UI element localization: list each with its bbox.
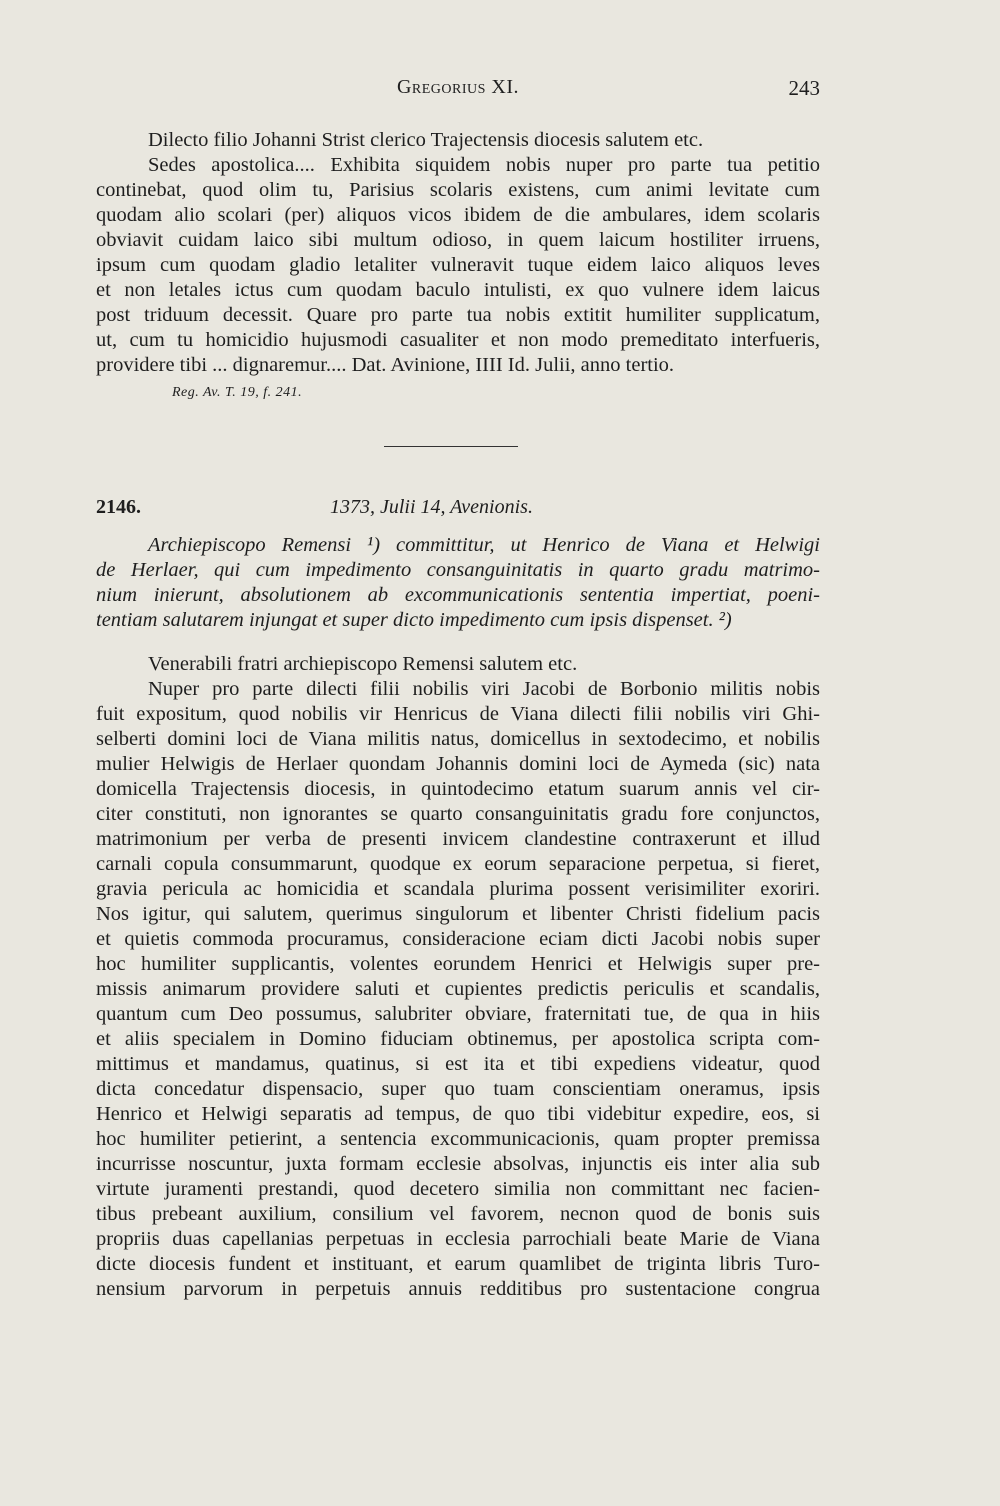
entry-date: 1373, Julii 14, Avenionis.: [330, 496, 533, 518]
text-line: citer constituti, non ignorantes se quarto consanguinitatis gradu fore conjunctos,: [96, 803, 820, 825]
text-line: incurrisse noscuntur, juxta formam ecclesie absolvas, injunctis eis inter alia sub: [96, 1153, 820, 1175]
text-line: mittimus et mandamus, quatinus, si est ita et tibi expediens videatur, quod: [96, 1053, 820, 1075]
text-line: post triduum decessit. Quare pro parte tua nobis extitit humiliter supplicatum,: [96, 304, 820, 326]
text-line: Nuper pro parte dilecti filii nobilis viri Jacobi de Borbonio militis nobis: [148, 678, 820, 700]
text-line: fuit expositum, quod nobilis vir Henricus de Viana dilecti filii nobilis viri Ghi-: [96, 703, 820, 725]
text-line: obviavit cuidam laico sibi multum odioso, in quem laicum hostiliter irruens,: [96, 229, 820, 251]
section-divider: [384, 446, 518, 447]
text-line: missis animarum providere saluti et cupientes predictis periculis et scandalis,: [96, 978, 820, 1000]
text-line: Sedes apostolica.... Exhibita siquidem nobis nuper pro parte tua petitio: [148, 154, 820, 176]
text-line: domicella Trajectensis diocesis, in quintodecimo etatum suarum annis vel cir-: [96, 778, 820, 800]
text-line: mulier Helwigis de Herlaer quondam Johannis domini loci de Aymeda (sic) nata: [96, 753, 820, 775]
summary-line: Archiepiscopo Remensi ¹) committitur, ut Henrico de Viana et Helwigi: [148, 534, 820, 556]
text-line: Dilecto filio Johanni Strist clerico Trajectensis diocesis salutem etc.: [148, 129, 704, 151]
text-line: et non letales ictus cum quodam baculo intulisti, ex quo vulnere idem laicus: [96, 279, 820, 301]
text-line: matrimonium per verba de presenti invicem clandestine contraxerunt et illud: [96, 828, 820, 850]
summary-line: de Herlaer, qui cum impedimento consanguinitatis in quarto gradu matrimo-: [96, 559, 820, 581]
text-line: continebat, quod olim tu, Parisius scolaris existens, cum animi levitate cum: [96, 179, 820, 201]
source-reference: Reg. Av. T. 19, f. 241.: [172, 385, 303, 400]
text-line: tibus prebeant auxilium, consilium vel favorem, necnon quod de bonis suis: [96, 1203, 820, 1225]
text-line: gravia pericula ac homicidia et scandala plurima possent verisimiliter exoriri.: [96, 878, 820, 900]
page-header: [96, 76, 820, 102]
text-line: providere tibi ... dignaremur.... Dat. Avinione, IIII Id. Julii, anno tertio.: [96, 354, 675, 376]
text-line: propriis duas capellanias perpetuas in ecclesia parrochiali beate Marie de Viana: [96, 1228, 820, 1250]
text-line: et quietis commoda procuramus, consideracione eciam dicti Jacobi nobis super: [96, 928, 820, 950]
summary-line: tentiam salutarem injungat et super dicto impedimento cum ipsis dispenset. ²): [96, 609, 732, 631]
text-line: dicte diocesis fundent et instituant, et earum quamlibet de triginta libris Turo-: [96, 1253, 820, 1275]
text-line: carnali copula consummarunt, quodque ex eorum separacione perpetua, si fieret,: [96, 853, 820, 875]
text-line: quodam alio scolari (per) aliquos vicos ibidem de die ambulares, idem scolaris: [96, 204, 820, 226]
address-line: Venerabili fratri archiepiscopo Remensi salutem etc.: [148, 653, 578, 675]
running-title: Gregorius XI.: [396, 76, 520, 98]
text-line: dicta concedatur dispensacio, super quo tuam conscientiam oneramus, ipsis: [96, 1078, 820, 1100]
text-line: ut, cum tu homicidio hujusmodi casualiter et non modo premeditato interfueris,: [96, 329, 820, 351]
text-line: selberti domini loci de Viana militis natus, domicellus in sextodecimo, et nobilis: [96, 728, 820, 750]
text-line: nensium parvorum in perpetuis annuis redditibus pro sustentacione congrua: [96, 1278, 820, 1300]
text-line: virtute juramenti prestandi, quod decetero similia non committant nec facien-: [96, 1178, 820, 1200]
entry-number: 2146.: [96, 496, 141, 518]
summary-line: nium inierunt, absolutionem ab excommunicationis sententia impertiat, poeni-: [96, 584, 820, 606]
text-line: Nos igitur, qui salutem, querimus singulorum et libenter Christi fidelium pacis: [96, 903, 820, 925]
page-number: 243: [788, 76, 820, 100]
text-line: hoc humiliter supplicantis, volentes eorundem Henrici et Helwigis super pre-: [96, 953, 820, 975]
text-line: et aliis specialem in Domino fiduciam obtinemus, per apostolica scripta com-: [96, 1028, 820, 1050]
text-line: quantum cum Deo possumus, salubriter obviare, fraternitati tue, de qua in hiis: [96, 1003, 820, 1025]
text-line: hoc humiliter petierint, a sentencia excommunicacionis, quam propter premissa: [96, 1128, 820, 1150]
text-line: Henrico et Helwigi separatis ad tempus, de quo tibi videbitur expedire, eos, si: [96, 1103, 820, 1125]
text-line: ipsum cum quodam gladio letaliter vulneravit tuque eidem laico aliquos leves: [96, 254, 820, 276]
